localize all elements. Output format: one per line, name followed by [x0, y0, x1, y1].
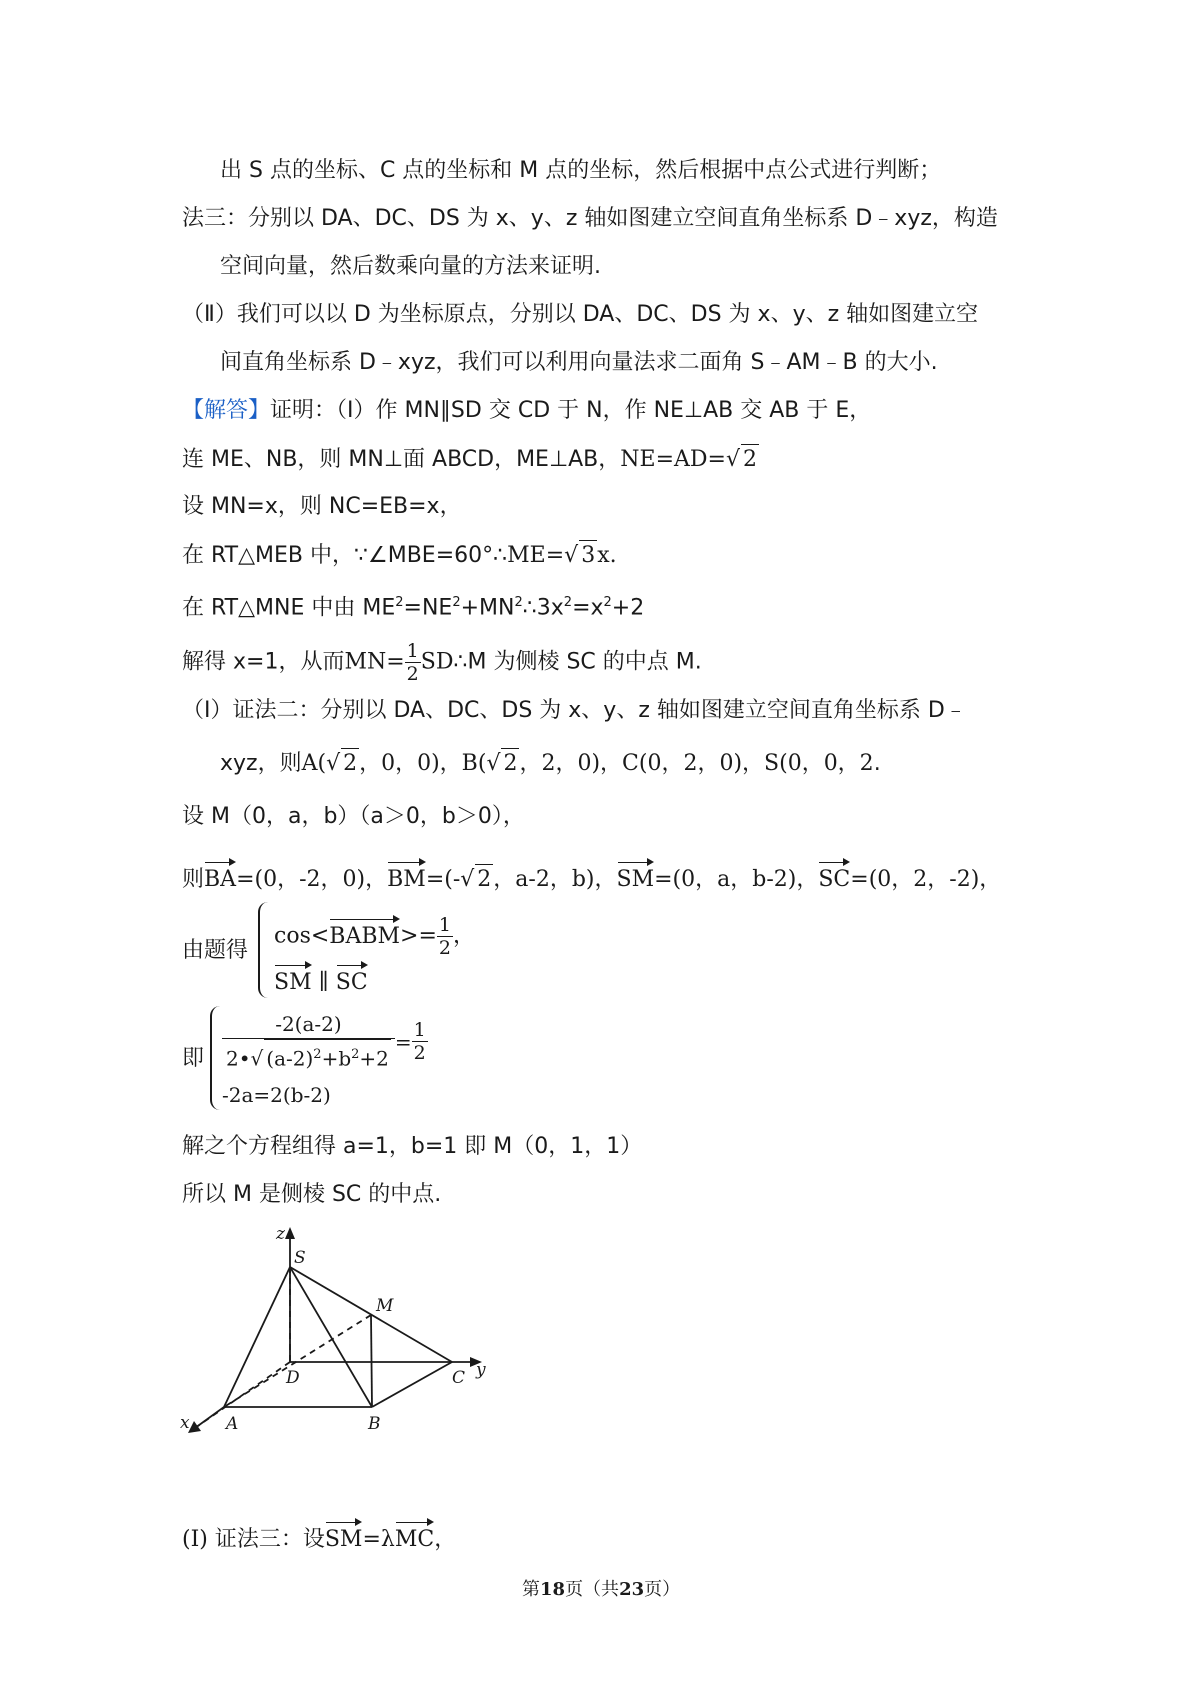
text-line-14: 设 M（0，a，b）（a＞0，b＞0）， — [182, 804, 525, 829]
text-line-12: （Ⅰ）证法二：分别以 DA、DC、DS 为 x、y、z 轴如图建立空间直角坐标系 D﹣ — [182, 698, 967, 723]
sqrt-sign: √ — [460, 867, 475, 892]
t: ， — [453, 923, 476, 949]
t: +2 — [359, 1046, 389, 1071]
sqrt-sign: √ — [564, 543, 579, 568]
radicand: 3 — [579, 540, 597, 571]
sup: 2 — [351, 1047, 360, 1062]
text-line-18: 解之个方程组得 a=1，b=1 即 M（0，1，1） — [182, 1134, 643, 1159]
label-m: M — [376, 1296, 394, 1316]
sup: 2 — [452, 595, 461, 610]
label-b: B — [368, 1414, 381, 1434]
pyramid-figure — [180, 1225, 520, 1505]
page-footer — [522, 1575, 680, 1601]
den: 2 — [406, 663, 419, 685]
vector-sm: SM — [274, 968, 312, 998]
x-axis-visible — [195, 1407, 224, 1428]
label-y: y — [476, 1360, 486, 1380]
x-arrow-icon — [188, 1421, 201, 1433]
t: ∴M 为侧棱 SC 的中点 M. — [453, 649, 702, 675]
num: -2(a-2) — [222, 1010, 395, 1039]
t: =(0，a，b-2)， — [654, 867, 819, 892]
vector-mc: MC — [395, 1525, 434, 1555]
sqrt-sign: √ — [250, 1046, 264, 1071]
line9-text: 在 RT△MEB 中，∵∠MBE=60°∴ — [182, 543, 508, 568]
parallel: ∥ — [318, 970, 329, 995]
mn-eq: MN= — [344, 649, 405, 675]
text-line-13 — [220, 748, 881, 779]
t: 页） — [644, 1579, 681, 1600]
t: 页（共 — [565, 1579, 620, 1600]
system2-row1 — [222, 1010, 428, 1074]
vector-sc: SC — [336, 968, 368, 998]
vector-sm: SM — [617, 865, 655, 895]
text-line-17: 即 — [182, 1046, 205, 1071]
text-line-15 — [182, 864, 1001, 895]
edge-sb — [290, 1267, 372, 1407]
t: . — [873, 751, 881, 776]
z-arrow-icon — [285, 1227, 295, 1239]
vector-sm: SM — [325, 1525, 363, 1555]
t: =NE — [403, 595, 453, 621]
system1-row2 — [274, 968, 368, 998]
t: (Ⅰ) 证法三：设 — [182, 1527, 325, 1552]
me-eq: ME= — [507, 543, 565, 568]
t: >= — [400, 923, 437, 949]
t: ，0，0)，B( — [359, 751, 487, 776]
sup: 2 — [603, 595, 612, 610]
edge-bc — [372, 1362, 452, 1407]
t: =λ — [362, 1527, 395, 1552]
text-line-11 — [182, 640, 702, 685]
sup: 2 — [514, 595, 523, 610]
num: 1 — [413, 1019, 426, 1042]
den — [222, 1039, 395, 1074]
system2-row2: -2a=2(b-2) — [222, 1083, 331, 1107]
t: +b — [321, 1046, 352, 1071]
t: 2• — [226, 1046, 251, 1071]
t: (a-2) — [266, 1046, 314, 1071]
radicand — [264, 1039, 391, 1074]
brace-1 — [258, 902, 270, 998]
page-number: 18 — [540, 1579, 566, 1600]
page-total: 23 — [619, 1579, 645, 1600]
sd: SD — [420, 649, 454, 675]
vector-ba-bm: BABM — [329, 922, 400, 952]
den: 2 — [438, 937, 452, 959]
num: 1 — [406, 640, 419, 662]
text-line-16: 由题得 — [182, 938, 249, 963]
t: A( — [301, 751, 327, 776]
t: =(- — [425, 867, 461, 892]
cos: cos< — [274, 923, 330, 949]
t: =(0，2，-2)， — [850, 867, 1002, 892]
radicand: 2 — [475, 864, 493, 895]
radicand: 2 — [501, 748, 519, 779]
label-d: D — [286, 1368, 300, 1388]
t: +MN — [460, 595, 515, 621]
t: 第 — [522, 1579, 540, 1600]
text-line-1: 出 S 点的坐标、C 点的坐标和 M 点的坐标，然后根据中点公式进行判断； — [220, 158, 942, 183]
t: +2 — [611, 595, 645, 621]
sqrt-sign: √ — [486, 751, 501, 776]
answer-tag: 【解答】 — [182, 398, 271, 423]
t: ，a-2，b)， — [493, 867, 617, 892]
t: 解得 x=1，从而 — [182, 649, 345, 675]
radicand: 2 — [341, 748, 359, 779]
edge-mb — [371, 1315, 372, 1407]
label-a: A — [226, 1414, 239, 1434]
big-fraction — [222, 1010, 395, 1074]
text-line-3: 空间向量，然后数乘向量的方法来证明. — [220, 254, 601, 279]
t: =x — [572, 595, 604, 621]
text-line-5: 间直角坐标系 D﹣xyz，我们可以利用向量法求二面角 S﹣AM﹣B 的大小. — [220, 350, 938, 375]
line7-text: 连 ME、NB，则 MN⊥面 ABCD，ME⊥AB， — [182, 447, 621, 472]
text-line-7 — [182, 444, 759, 475]
label-z: z — [276, 1225, 285, 1244]
t: xyz，则 — [220, 751, 302, 776]
sup: 2 — [313, 1047, 322, 1062]
vector-sc: SC — [818, 865, 850, 895]
t: 在 RT△MNE 中由 ME — [182, 595, 396, 621]
eq: = — [394, 1029, 412, 1054]
text-line-10 — [182, 588, 644, 623]
t: ∴3x — [522, 595, 564, 621]
vector-ba: BA — [204, 865, 236, 895]
label-x: x — [180, 1413, 190, 1433]
system1-row1 — [274, 914, 475, 959]
t: ， — [434, 1527, 457, 1552]
brace-2 — [210, 1006, 222, 1110]
t: ，2，0)，C(0，2，0)，S(0，0，2 — [519, 751, 874, 776]
sqrt-sign: √ — [725, 447, 740, 472]
t: 则 — [182, 867, 205, 892]
fraction-half — [437, 914, 453, 959]
text-line-2: 法三：分别以 DA、DC、DS 为 x、y、z 轴如图建立空间直角坐标系 D﹣xyz，构造 — [182, 206, 998, 231]
num: 1 — [438, 914, 452, 936]
answer-line — [182, 396, 871, 426]
text-line-9 — [182, 540, 617, 571]
radicand: 2 — [741, 444, 759, 475]
text-line-8: 设 MN=x，则 NC=EB=x， — [182, 494, 462, 519]
sup: 2 — [563, 595, 573, 610]
sup: 2 — [395, 595, 404, 610]
fraction-half — [405, 640, 421, 685]
vector-bm: BM — [387, 865, 426, 895]
text-line-20 — [182, 1525, 456, 1555]
label-c: C — [452, 1368, 466, 1388]
ne-eq: NE=AD= — [620, 447, 726, 472]
t: =(0，-2，0)， — [236, 867, 388, 892]
den: 2 — [413, 1042, 426, 1065]
text-line-19: 所以 M 是侧棱 SC 的中点. — [182, 1182, 442, 1207]
sqrt-sign: √ — [326, 751, 341, 776]
fraction-half — [412, 1019, 428, 1064]
x-var: x. — [597, 543, 617, 568]
answer-text: 证明：（Ⅰ）作 MN∥SD 交 CD 于 N，作 NE⊥AB 交 AB 于 E， — [270, 398, 872, 423]
label-s: S — [294, 1248, 306, 1268]
text-line-4: （Ⅱ）我们可以以 D 为坐标原点，分别以 DA、DC、DS 为 x、y、z 轴如图建立空 — [182, 302, 979, 327]
